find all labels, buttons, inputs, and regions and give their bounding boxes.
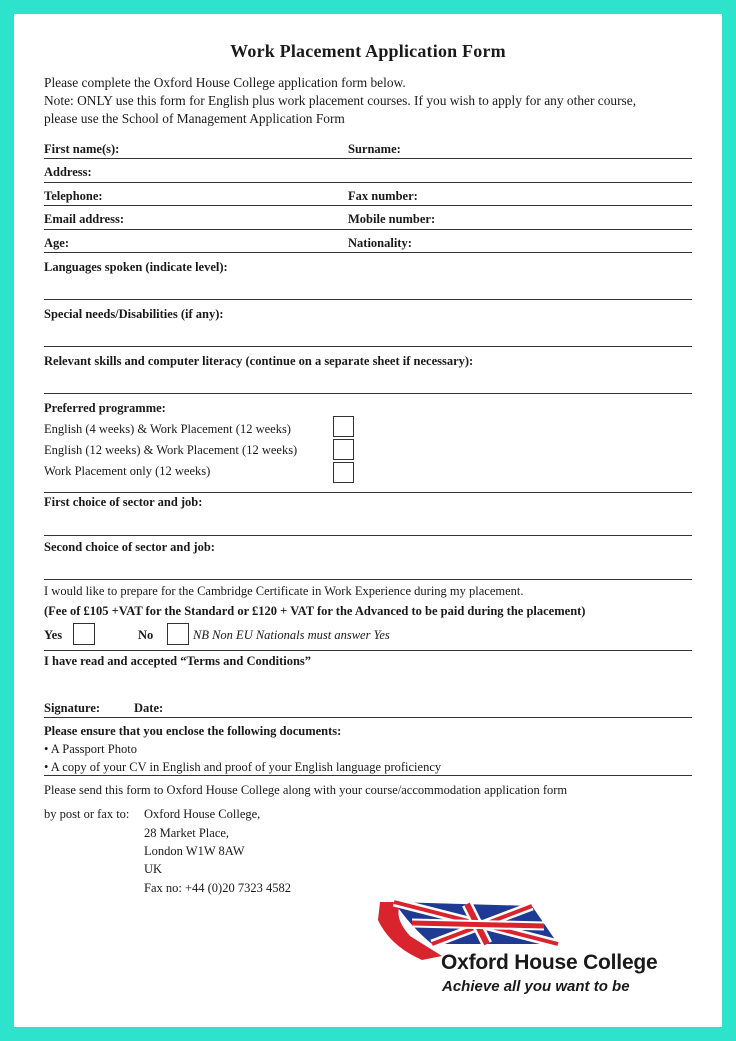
divider xyxy=(44,775,692,776)
intro-line-3: please use the School of Management Application Form xyxy=(44,111,345,126)
skills-label: Relevant skills and computer literacy (continue on a separate sheet if necessary): xyxy=(44,354,474,368)
mobile-label: Mobile number: xyxy=(348,212,436,226)
first-name-label: First name(s): xyxy=(44,142,120,156)
no-label: No xyxy=(138,628,154,642)
nationality-label: Nationality: xyxy=(348,236,412,250)
fax-label: Fax number: xyxy=(348,189,418,203)
address-line: London W1W 8AW xyxy=(144,844,245,858)
first-choice-field[interactable] xyxy=(44,535,692,536)
yes-label: Yes xyxy=(44,628,63,642)
second-choice-field[interactable] xyxy=(44,579,692,580)
programme-option-label: English (12 weeks) & Work Placement (12 weeks) xyxy=(44,443,298,457)
form-title: Work Placement Application Form xyxy=(230,41,506,61)
programme-option-label: Work Placement only (12 weeks) xyxy=(44,464,211,478)
telephone-label: Telephone: xyxy=(44,189,103,203)
programme-option-3-checkbox[interactable] xyxy=(333,462,354,483)
programme-option-2-checkbox[interactable] xyxy=(333,439,354,460)
divider xyxy=(44,492,692,493)
form-page xyxy=(14,14,722,1027)
languages-field[interactable] xyxy=(44,299,692,300)
address-field[interactable] xyxy=(44,182,692,183)
send-instructions: Please send this form to Oxford House College along with your course/accommodation application form xyxy=(44,783,568,797)
college-name: Oxford House College xyxy=(441,951,658,974)
special-needs-label: Special needs/Disabilities (if any): xyxy=(44,307,224,321)
second-choice-label: Second choice of sector and job: xyxy=(44,540,215,554)
first-choice-label: First choice of sector and job: xyxy=(44,495,203,509)
age-label: Age: xyxy=(44,236,69,250)
programme-option-1-checkbox[interactable] xyxy=(333,416,354,437)
yes-checkbox[interactable] xyxy=(73,623,95,645)
special-needs-field[interactable] xyxy=(44,346,692,347)
divider xyxy=(44,650,692,651)
college-tagline: Achieve all you want to be xyxy=(442,978,630,995)
signature-field[interactable] xyxy=(44,717,692,718)
cambridge-text: I would like to prepare for the Cambridge Certificate in Work Experience during my placement. xyxy=(44,584,524,598)
languages-label: Languages spoken (indicate level): xyxy=(44,260,228,274)
documents-heading: Please ensure that you enclose the following documents: xyxy=(44,724,342,738)
post-label: by post or fax to: xyxy=(44,807,130,821)
intro-line-1: Please complete the Oxford House College application form below. xyxy=(44,75,406,90)
skills-field[interactable] xyxy=(44,393,692,394)
address-label: Address: xyxy=(44,165,92,179)
programme-heading: Preferred programme: xyxy=(44,401,166,415)
email-field[interactable] xyxy=(44,229,692,230)
fax-number: Fax no: +44 (0)20 7323 4582 xyxy=(144,881,291,895)
age-field[interactable] xyxy=(44,252,692,253)
programme-option-label: English (4 weeks) & Work Placement (12 weeks) xyxy=(44,422,291,436)
address-line: 28 Market Place, xyxy=(144,826,230,840)
terms-text: I have read and accepted “Terms and Conditions” xyxy=(44,654,312,668)
first-name-field[interactable] xyxy=(44,158,692,159)
document-item: • A Passport Photo xyxy=(44,742,137,756)
cambridge-fee: (Fee of £105 +VAT for the Standard or £120 + VAT for the Advanced to be paid during the placement) xyxy=(44,604,586,618)
intro-line-2: Note: ONLY use this form for English plus work placement courses. If you wish to apply for any other course, xyxy=(44,93,637,108)
no-checkbox[interactable] xyxy=(167,623,189,645)
date-label: Date: xyxy=(134,701,164,715)
surname-label: Surname: xyxy=(348,142,401,156)
non-eu-note: NB Non EU Nationals must answer Yes xyxy=(193,628,390,642)
email-label: Email address: xyxy=(44,212,124,226)
signature-label: Signature: xyxy=(44,701,101,715)
address-line: UK xyxy=(144,862,163,876)
telephone-field[interactable] xyxy=(44,205,692,206)
document-item: • A copy of your CV in English and proof of your English language proficiency xyxy=(44,760,442,774)
address-line: Oxford House College, xyxy=(144,807,261,821)
